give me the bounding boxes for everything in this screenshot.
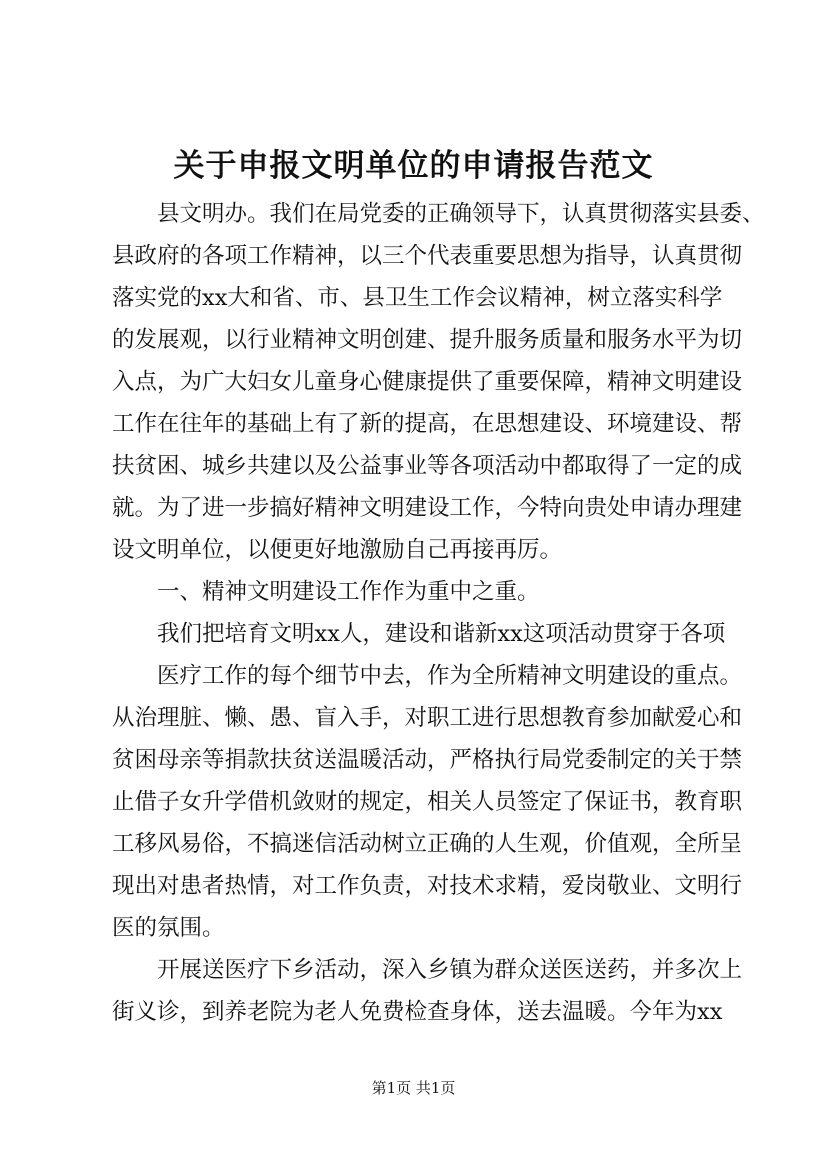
text-line: 落实党的xx大和省、市、县卫生工作会议精神，树立落实科学 bbox=[112, 285, 723, 311]
text-line: 就。为了进一步搞好精神文明建设工作，今特向贵处申请办理建 bbox=[112, 495, 743, 521]
text-line: 医疗工作的每个细节中去，作为全所精神文明建设的重点。 bbox=[157, 663, 743, 689]
text-line: 贫困母亲等捐款扶贫送温暖活动，严格执行局党委制定的关于禁 bbox=[112, 747, 743, 773]
text-line: 止借子女升学借机敛财的规定，相关人员签定了保证书，教育职 bbox=[112, 789, 743, 815]
text-line: 医的氛围。 bbox=[112, 915, 225, 941]
text-line: 县文明办。我们在局党委的正确领导下，认真贯彻落实县委、 bbox=[157, 201, 765, 227]
document-title: 关于申报文明单位的申请报告范文 bbox=[173, 148, 654, 184]
page-footer: 第1页 共1页 bbox=[371, 1079, 456, 1097]
text-line: 街义诊，到养老院为老人免费检查身体，送去温暖。今年为xx bbox=[112, 999, 723, 1025]
text-line: 从治理脏、懒、愚、盲入手，对职工进行思想教育参加献爱心和 bbox=[112, 705, 743, 731]
text-line: 入点，为广大妇女儿童身心健康提供了重要保障，精神文明建设 bbox=[112, 369, 743, 395]
section-heading: 一、精神文明建设工作作为重中之重。 bbox=[157, 579, 540, 605]
text-line: 县政府的各项工作精神，以三个代表重要思想为指导，认真贯彻 bbox=[112, 243, 743, 269]
text-line: 设文明单位，以便更好地激励自己再接再厉。 bbox=[112, 537, 563, 563]
text-line: 工移风易俗，不搞迷信活动树立正确的人生观，价值观，全所呈 bbox=[112, 831, 743, 857]
text-line: 开展送医疗下乡活动，深入乡镇为群众送医送药，并多次上 bbox=[157, 957, 743, 983]
text-line: 扶贫困、城乡共建以及公益事业等各项活动中都取得了一定的成 bbox=[112, 453, 743, 479]
text-line: 的发展观，以行业精神文明创建、提升服务质量和服务水平为切 bbox=[112, 327, 743, 353]
text-line: 我们把培育文明xx人，建设和谐新xx这项活动贯穿于各项 bbox=[157, 621, 726, 647]
text-line: 现出对患者热情，对工作负责，对技术求精，爱岗敬业、文明行 bbox=[112, 873, 743, 899]
text-line: 工作在往年的基础上有了新的提高，在思想建设、环境建设、帮 bbox=[112, 411, 743, 437]
